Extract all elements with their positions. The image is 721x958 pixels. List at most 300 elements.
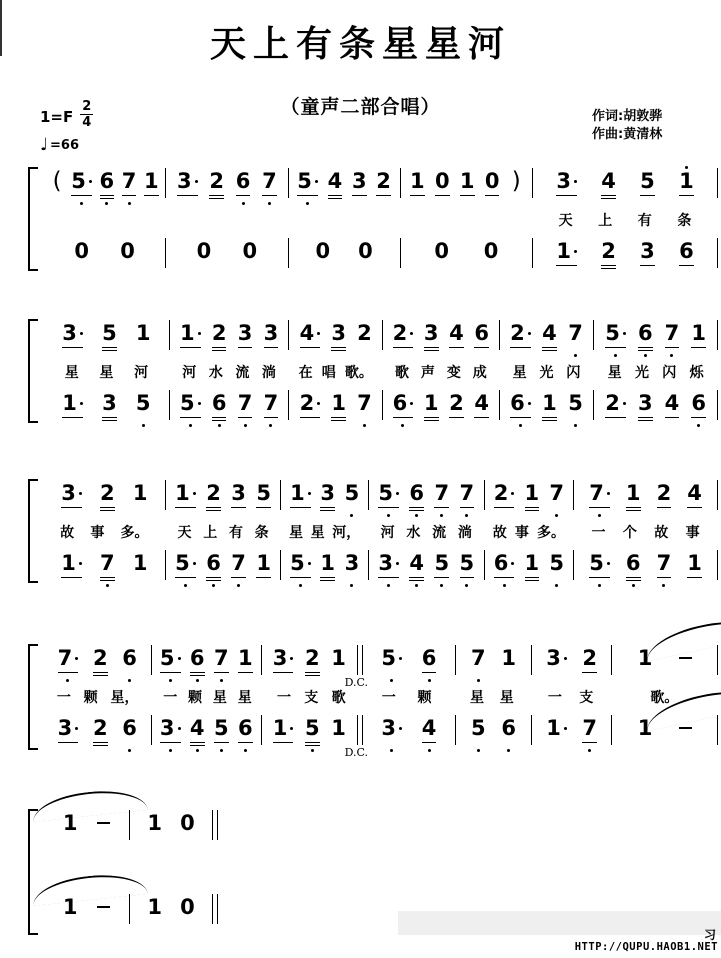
note-digit-row: [510, 321, 531, 345]
note-digit-row: [62, 321, 83, 345]
octave-dot-below-slot: [428, 748, 431, 753]
underline: [71, 195, 92, 196]
underline: [206, 580, 221, 581]
underline: [93, 742, 108, 743]
underline: [679, 265, 694, 266]
composer-credit: 作曲:黄清林: [592, 127, 663, 142]
lyric-syllable: 成: [472, 365, 487, 381]
underline-slot: [100, 193, 115, 201]
note-digit: 7: [57, 646, 73, 670]
note: [99, 163, 116, 206]
note: [356, 385, 373, 428]
underline-slot: [424, 415, 439, 423]
note-digit: 3: [231, 481, 246, 505]
note-digit: 5: [640, 169, 655, 193]
barline: [717, 550, 718, 580]
note-digit-row: [180, 895, 195, 919]
octave-dot-below: [196, 749, 199, 752]
note-digit-row: [424, 391, 439, 415]
measure: [44, 315, 169, 358]
note-digit-row: [376, 169, 391, 193]
note: [459, 163, 476, 206]
note: [299, 385, 322, 428]
note: [433, 475, 450, 518]
note-digit: 6: [474, 321, 489, 345]
dotted-rhythm-dot: [79, 562, 82, 565]
note-digit: 0: [196, 239, 212, 263]
octave-dot-below: [440, 514, 443, 517]
note-digit: 4: [664, 391, 680, 415]
lyric-syllable: 河: [182, 365, 197, 381]
note: [433, 233, 450, 276]
lyric-syllable: 歌: [331, 690, 346, 706]
note-digit: 5: [213, 716, 229, 740]
key-label: 1=F: [40, 107, 74, 126]
octave-dot-below: [80, 202, 83, 205]
octave-dot-below-slot: [477, 748, 480, 753]
underline: [320, 580, 335, 581]
lyric-syllable: 一: [56, 690, 71, 706]
lyric-bar-spacer: [532, 222, 533, 223]
note-digit: 3: [62, 321, 77, 345]
lyric-syllable: 一: [276, 690, 291, 706]
note-digit: 2: [392, 321, 408, 345]
measure: [594, 385, 717, 428]
underline-slot: [638, 740, 653, 748]
note-digit: 4: [474, 391, 489, 415]
note: [179, 315, 202, 358]
underline: [525, 580, 540, 581]
system-content: [44, 163, 718, 277]
underline: [102, 350, 117, 351]
underline: [376, 195, 391, 196]
underline: [256, 507, 271, 508]
note: [237, 385, 254, 428]
underline: [58, 672, 79, 673]
underline: [144, 195, 159, 196]
underline: [256, 577, 271, 578]
note-digit-row: [63, 811, 78, 835]
lyric-measure: [152, 687, 262, 707]
octave-dot-below: [632, 584, 635, 587]
note-digit: 5: [71, 169, 86, 193]
underline: [206, 577, 221, 578]
octave-dot-below-slot: [415, 513, 418, 518]
measure: [152, 710, 262, 753]
note-digit: 1: [237, 646, 253, 670]
lyric-syllable: 多。: [120, 525, 149, 541]
note-digit: 5: [381, 646, 396, 670]
underline: [626, 507, 641, 508]
note-digit-row: [640, 169, 655, 193]
note-digit-row: [687, 551, 702, 575]
note: [377, 545, 400, 588]
dotted-rhythm-dot: [564, 657, 567, 660]
underline: [582, 742, 597, 743]
dotted-rhythm-dot: [193, 492, 196, 495]
underline-slot: [197, 263, 212, 271]
underline-slot: [51, 193, 64, 201]
note-digit: 6: [501, 716, 517, 740]
dotted-rhythm-dot: [317, 332, 320, 335]
underline: [100, 507, 115, 508]
octave-dot-below-slot: [306, 201, 309, 206]
octave-dot-below-slot: [662, 583, 665, 588]
note-digit-row: [305, 716, 320, 740]
underline-slot: [393, 345, 414, 353]
lyric-syllable: 光: [634, 365, 649, 381]
lyric-syllable: 歌: [394, 365, 409, 381]
barline: [717, 168, 718, 198]
dotted-rhythm-dot: [80, 332, 83, 335]
lyric-syllable: 天: [177, 525, 192, 541]
note-digit: 5: [290, 551, 305, 575]
underline: [556, 195, 577, 196]
underline: [209, 198, 224, 199]
note-digit: 2: [357, 321, 372, 345]
underline-slot: [297, 193, 318, 201]
lyric-measure: [574, 522, 717, 542]
underline-slot: [378, 505, 399, 513]
note: [545, 710, 568, 753]
note-digit-row: [273, 646, 294, 670]
note: [121, 640, 138, 683]
octave-dot-below: [220, 749, 223, 752]
note: [408, 475, 425, 518]
lyric-syllable: 河: [134, 365, 149, 381]
note: [135, 315, 152, 358]
note-digit-row: [542, 321, 557, 345]
dotted-rhythm-dot: [399, 727, 402, 730]
underline-slot: [63, 835, 78, 843]
note-digit: 7: [656, 551, 672, 575]
note-digit: 3: [546, 646, 561, 670]
underline: [626, 510, 641, 511]
octave-dot-below-slot: [588, 748, 591, 753]
octave-dot-below-slot: [670, 353, 673, 358]
note-digit-row: [691, 321, 706, 345]
measure: [262, 640, 357, 683]
note: [50, 163, 65, 206]
note: [319, 475, 336, 518]
underline: [449, 417, 464, 418]
note-digit: 3: [102, 391, 117, 415]
underline: [320, 577, 335, 578]
underline-slot: [638, 345, 653, 353]
octave-dot-below: [237, 584, 240, 587]
note: [60, 545, 83, 588]
underline-slot: [190, 740, 205, 748]
underline-slot: [352, 193, 367, 201]
underline-slot: [546, 670, 567, 678]
lyric-measure: [612, 687, 717, 707]
note-digit-row: [209, 169, 224, 193]
underline-slot: [243, 263, 258, 271]
note: [179, 385, 202, 428]
note-digit: 2: [209, 169, 225, 193]
note-digit-row: [212, 321, 227, 345]
underline-slot: [582, 740, 597, 748]
note: [92, 640, 109, 683]
lyric-syllable: 烁: [689, 365, 704, 381]
underline: [409, 510, 424, 511]
system-bracket: [28, 167, 37, 271]
underline-slot: [100, 505, 115, 513]
underline: [190, 745, 205, 746]
note-digit: 7: [121, 169, 137, 193]
underline: [180, 417, 201, 418]
underline-slot: [589, 575, 610, 583]
dotted-rhythm-dot: [574, 250, 577, 253]
note-digit-row: [638, 646, 653, 670]
barline: [717, 645, 718, 675]
dotted-rhythm-dot: [75, 657, 78, 660]
underline-slot: [357, 345, 372, 353]
lyric-syllable: 闪: [662, 365, 677, 381]
measure: [166, 163, 287, 206]
note-digit-row: [393, 321, 414, 345]
octave-dot-below: [311, 749, 314, 752]
tempo-value: =66: [50, 137, 80, 153]
dotted-rhythm-dot: [511, 562, 514, 565]
underline: [328, 195, 343, 196]
note: [61, 315, 84, 358]
underline-slot: [97, 835, 110, 843]
note: [315, 233, 332, 276]
note-digit-row: [212, 391, 227, 415]
note-digit-row: [190, 716, 205, 740]
note: [678, 640, 693, 683]
underline-slot: [589, 505, 610, 513]
underline-slot: [238, 345, 253, 353]
underline-slot: [424, 345, 439, 353]
underline: [460, 507, 475, 508]
underline: [691, 347, 706, 348]
note-digit: 7: [100, 551, 115, 575]
underline-slot: [256, 575, 271, 583]
note: [121, 163, 138, 206]
note-digit-row: [320, 551, 335, 575]
lyric-syllable: 淌: [261, 365, 276, 381]
note-digit: 7: [213, 646, 229, 670]
note: [296, 163, 319, 206]
lyric-measure: [383, 362, 499, 382]
underline: [665, 417, 680, 418]
credits-block: [592, 108, 662, 144]
underline-slot: [471, 670, 486, 678]
note: [421, 640, 438, 683]
octave-dot-below-slot: [128, 748, 131, 753]
note: [255, 545, 272, 588]
note: [581, 640, 598, 683]
note-digit-row: [525, 551, 540, 575]
note-digit-row: [180, 391, 201, 415]
note: [92, 710, 109, 753]
underline: [485, 195, 500, 196]
note-digit: 1: [272, 716, 288, 740]
note-digit: 6: [122, 716, 137, 740]
octave-dot-below: [614, 354, 617, 357]
dotted-rhythm-dot: [574, 180, 577, 183]
note-digit-row: [568, 391, 583, 415]
note: [344, 545, 361, 588]
octave-dot-below-slot: [465, 513, 468, 518]
octave-dot-below-slot: [142, 423, 145, 428]
note-digit-row: [381, 646, 402, 670]
note-digit-row: [300, 391, 321, 415]
note-digit: 1: [637, 716, 653, 740]
measure: [369, 475, 484, 518]
underline: [449, 347, 464, 348]
underline-slot: [122, 670, 137, 678]
octave-dot-below-slot: [311, 748, 314, 753]
note: [548, 475, 565, 518]
octave-dot-below-slot: [189, 423, 192, 428]
note-digit-row: [546, 646, 567, 670]
note-digit: 7: [589, 481, 604, 505]
lyricist-credit: 作词:胡敦骅: [592, 109, 663, 124]
note-digit-row: [93, 716, 108, 740]
underline-slot: [542, 415, 557, 423]
lyric-bar-spacer: [169, 374, 170, 375]
note-digit: 3: [344, 551, 360, 575]
note-digit-row: [136, 321, 151, 345]
underline: [93, 672, 108, 673]
note: [656, 475, 673, 518]
lyric-measure: [44, 687, 151, 707]
note-digit-row: [331, 321, 346, 345]
lyric-measure: [264, 687, 359, 707]
note-digit: 7: [231, 551, 246, 575]
underline-slot: [180, 415, 201, 423]
dotted-rhythm-dot: [308, 562, 311, 565]
underline-slot: [190, 670, 205, 678]
lyric-syllable: 上: [203, 525, 218, 541]
underline-slot: [605, 415, 626, 423]
lyric-syllable: 支: [579, 690, 594, 706]
note-digit: 2: [304, 646, 320, 670]
octave-dot-below: [128, 749, 131, 752]
note-digit-row: [474, 391, 489, 415]
note-digit-row: [484, 239, 499, 263]
note: [242, 233, 259, 276]
note-digit-row: [549, 481, 564, 505]
underline-slot: [525, 575, 540, 583]
note-digit-row: [328, 169, 343, 193]
lyric-measure: [454, 687, 529, 707]
octave-dot-below-slot: [440, 583, 443, 588]
note-digit-row: [471, 716, 486, 740]
octave-dot-below-slot: [507, 748, 510, 753]
octave-dot-below-slot: [184, 583, 187, 588]
note-digit-row: [160, 716, 181, 740]
lyric-bar-spacer: [165, 534, 166, 535]
underline: [378, 507, 399, 508]
underline-slot: [147, 919, 162, 927]
octave-dot-below-slot: [390, 678, 393, 683]
note-digit: 1: [556, 239, 571, 263]
underline-slot: [687, 575, 702, 583]
underline: [290, 577, 311, 578]
underline-slot: [657, 505, 672, 513]
lyric-bar-spacer: [453, 699, 454, 700]
lyric-syllable: 多。: [536, 525, 565, 541]
note-digit-row: [133, 481, 148, 505]
octave-dot-below-slot: [66, 678, 69, 683]
barline: [717, 320, 718, 350]
note: [567, 315, 584, 358]
octave-dot-below-slot: [196, 748, 199, 753]
octave-dot-below: [218, 424, 221, 427]
note: [377, 475, 400, 518]
note-digit: 7: [582, 716, 597, 740]
underline-slot: [484, 263, 499, 271]
measure: [401, 163, 532, 206]
octave-dot-below: [555, 514, 558, 517]
note: [678, 163, 695, 206]
octave-dot-below: [588, 749, 591, 752]
note-digit: 4: [421, 716, 437, 740]
octave-dot-below: [519, 424, 522, 427]
underline: [589, 577, 610, 578]
lyric-syllable: 淌: [457, 525, 472, 541]
note-digit-row: [102, 391, 117, 415]
note-digit: 1: [132, 481, 148, 505]
underline: [264, 347, 279, 348]
note-digit: 3: [640, 239, 655, 263]
note-digit: 5: [568, 391, 583, 415]
note-digit: 3: [320, 481, 335, 505]
underline-slot: [209, 193, 224, 201]
note-digit-row: [345, 551, 360, 575]
octave-dot-below-slot: [106, 583, 109, 588]
underline: [409, 577, 424, 578]
lyric-syllable: 故: [492, 525, 507, 541]
voice2-row: [44, 233, 718, 277]
key-signature: [40, 99, 93, 130]
octave-dot-below: [387, 584, 390, 587]
note: [213, 710, 230, 753]
octave-dot-below-slot: [105, 201, 108, 206]
octave-dot-below: [465, 514, 468, 517]
octave-dot-below: [128, 679, 131, 682]
note: [263, 385, 280, 428]
underline-slot: [231, 505, 246, 513]
octave-dot-below: [189, 424, 192, 427]
underline: [434, 577, 449, 578]
note-digit: 6: [510, 391, 525, 415]
lyric-syllable: 一: [547, 690, 562, 706]
note-digit-row: [180, 321, 201, 345]
dotted-rhythm-dot: [198, 402, 201, 405]
underline-slot: [510, 415, 531, 423]
note: [588, 475, 611, 518]
underline-slot: [71, 193, 92, 201]
note-digit-row: [100, 169, 115, 193]
system-content: [44, 315, 718, 429]
lyric-syllable: 条: [677, 213, 692, 229]
note: [272, 710, 295, 753]
lyric-bar-spacer: [400, 222, 401, 223]
note: [493, 475, 516, 518]
underline: [601, 195, 616, 196]
underline-slot: [691, 345, 706, 353]
note-digit-row: [471, 646, 486, 670]
underline-slot: [345, 575, 360, 583]
measure: [532, 640, 612, 683]
octave-dot-below-slot: [387, 513, 390, 518]
system-bracket: [28, 479, 37, 583]
